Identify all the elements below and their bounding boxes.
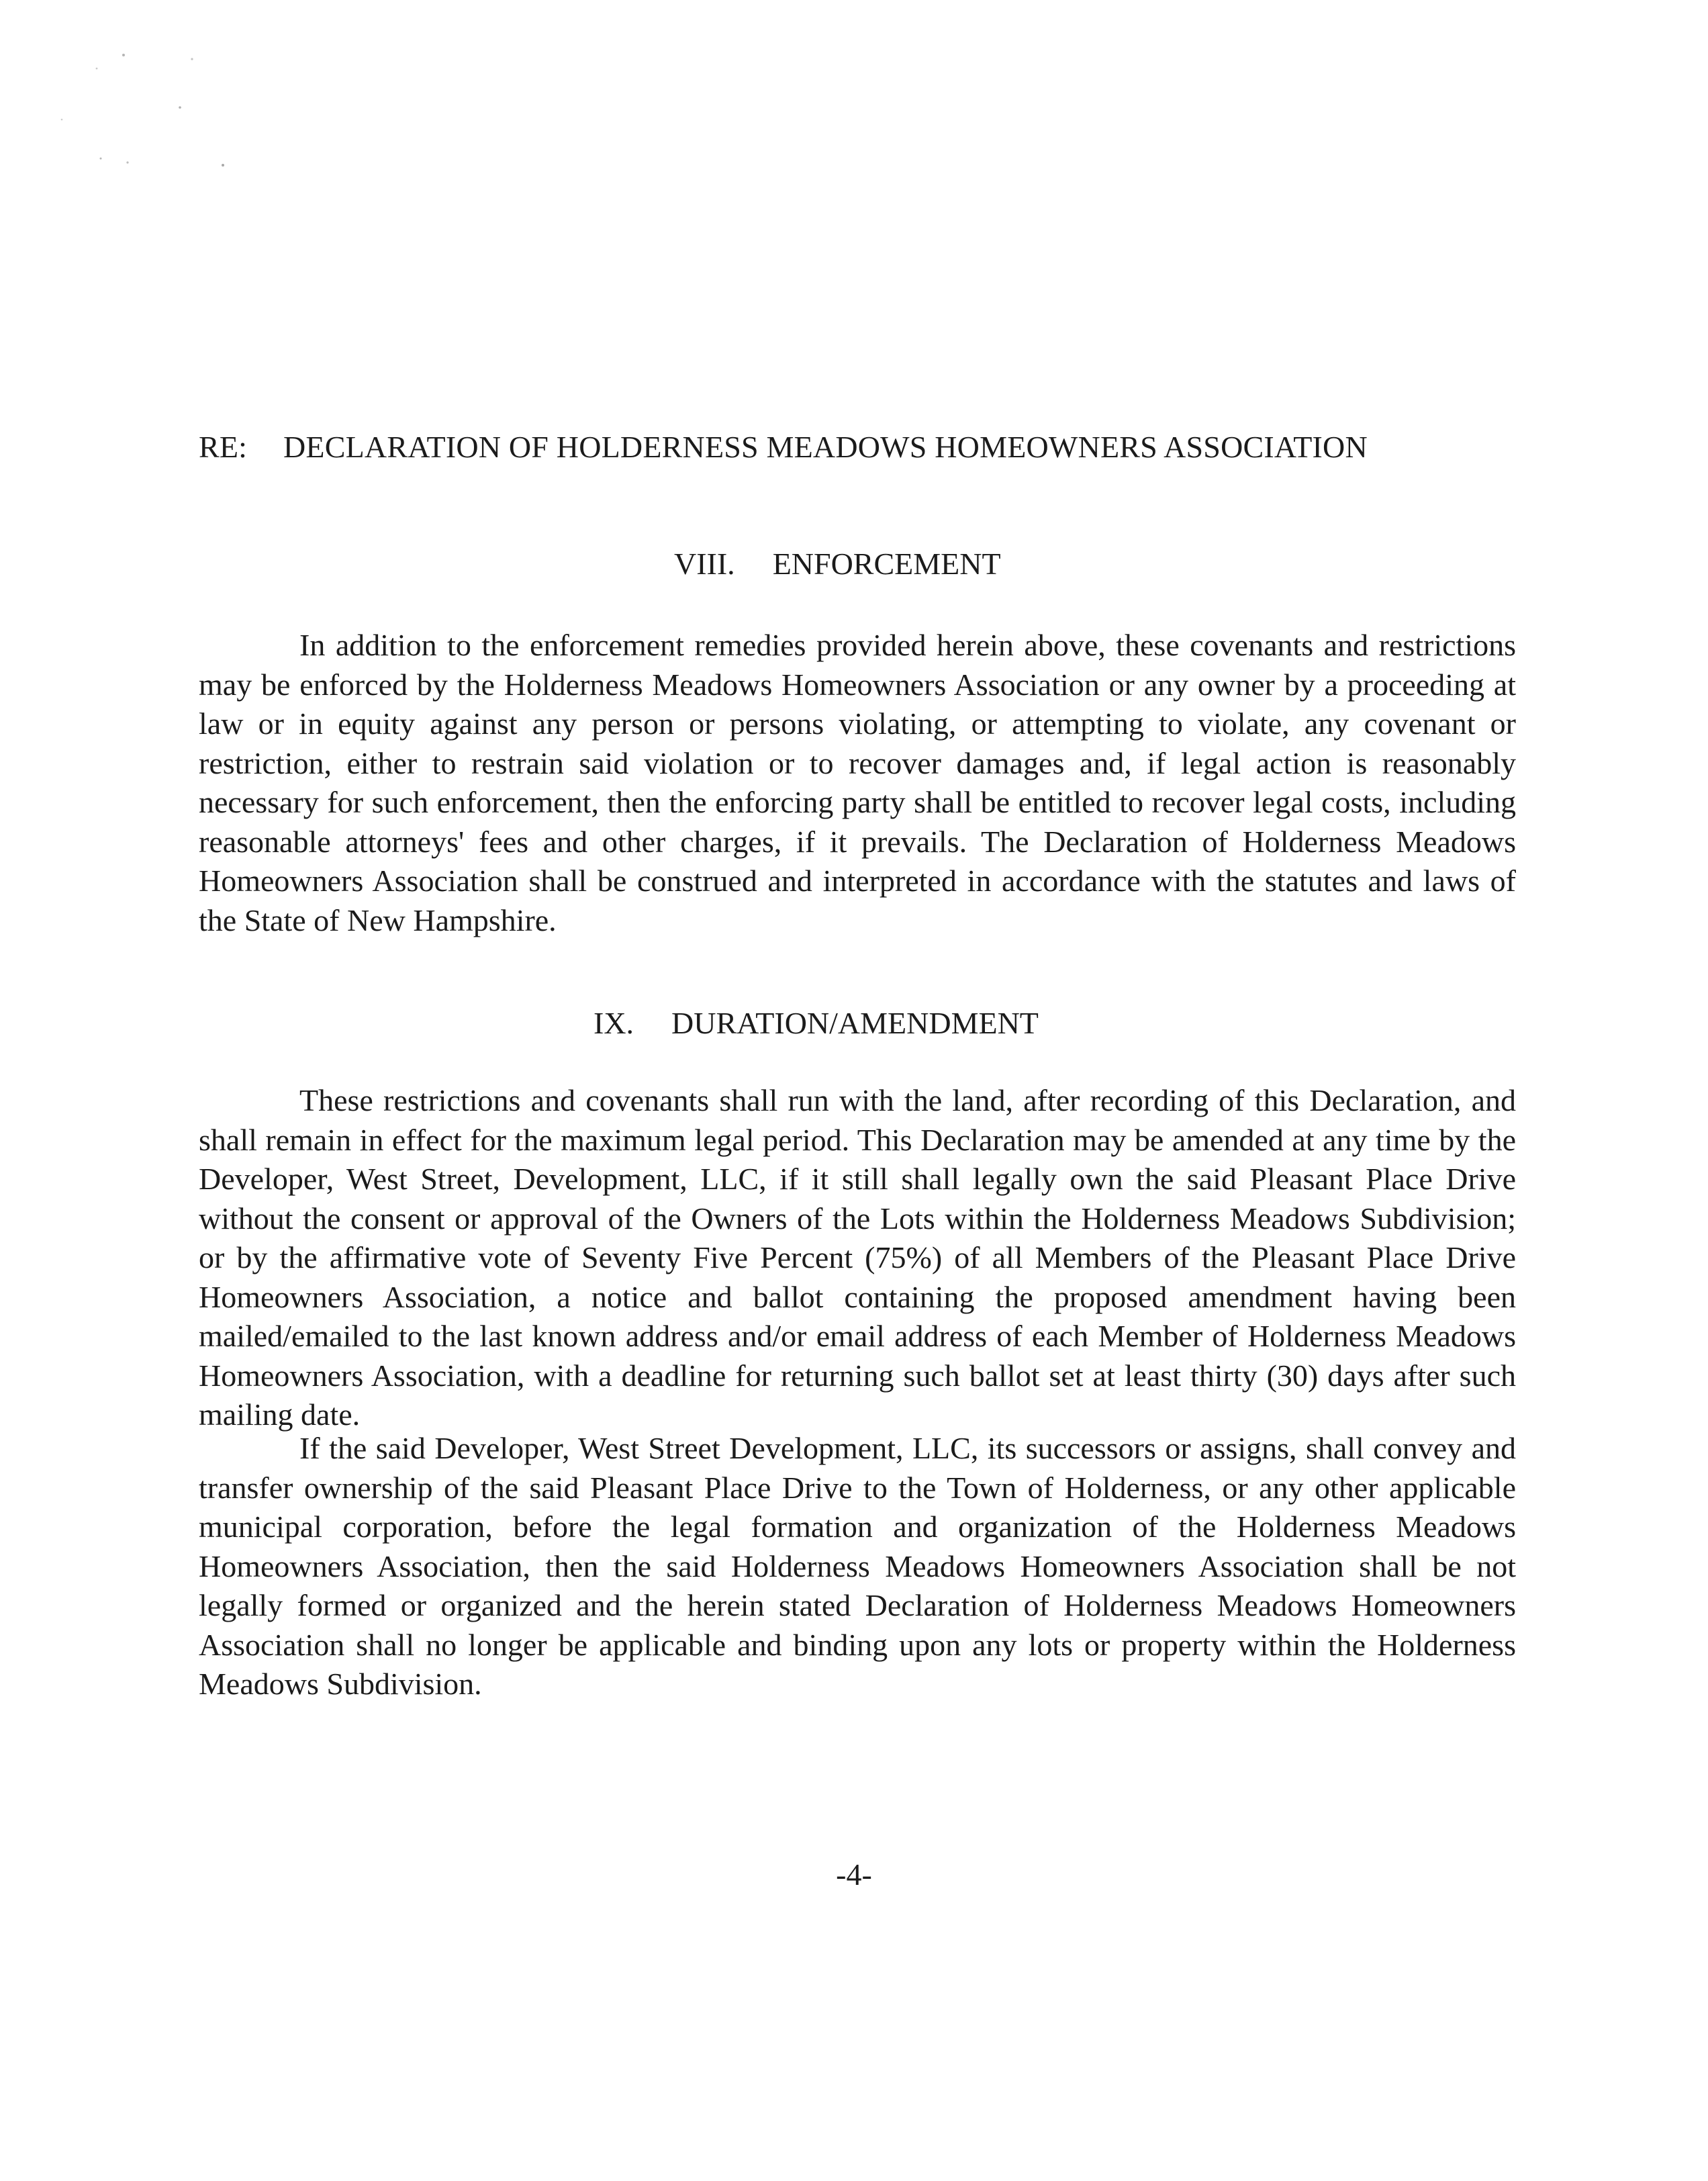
speck bbox=[122, 54, 125, 56]
re-title: DECLARATION OF HOLDERNESS MEADOWS HOMEOWNERS ASSOCIATION bbox=[283, 430, 1368, 464]
section-number: VIII. bbox=[674, 547, 735, 581]
section-heading-enforcement bbox=[674, 544, 1001, 584]
enforcement-paragraph: In addition to the enforcement remedies provided herein above, these covenants and restrictions may be enforced by the Holderness Meadows Homeowners Association or any owner by a proceeding at law or in equity against any person or persons violating, or attempting to violate, any covenant or restriction, either to restrain said violation or to recover damages and, if legal action is reasonably necessary for such enforcement, then the enforcing party shall be entitled to recover legal costs, including reasonable attorneys' fees and other charges, if it prevails. The Declaration of Holderness Meadows Homeowners Association shall be construed and interpreted in accordance with the statutes and laws of the State of New Hampshire. bbox=[199, 628, 1516, 937]
speck bbox=[222, 164, 224, 167]
speck bbox=[126, 161, 128, 163]
section-number: IX. bbox=[594, 1006, 634, 1040]
re-line bbox=[199, 427, 1515, 467]
page-number: -4- bbox=[836, 1857, 872, 1892]
duration-paragraph-2: If the said Developer, West Street Development, LLC, its successors or assigns, shall convey and transfer ownership of the said Pleasant Place Drive to the Town of Holderness, or any other applicable municipal corporation, before the legal formation and organization of the Holderness Meadows Homeowners Association, then the said Holderness Meadows Homeowners Association shall be not legally formed or organized and the herein stated Declaration of Holderness Meadows Homeowners Association shall no longer be applicable and binding upon any lots or property within the Holderness Meadows Subdivision. bbox=[199, 1431, 1516, 1701]
speck bbox=[179, 106, 181, 109]
speck bbox=[61, 119, 63, 121]
section-heading-duration-amendment bbox=[594, 1003, 1039, 1043]
speck bbox=[96, 68, 98, 70]
scan-specks bbox=[40, 40, 255, 188]
speck bbox=[100, 158, 102, 160]
speck bbox=[191, 58, 193, 60]
section-title: ENFORCEMENT bbox=[772, 547, 1001, 581]
section-title: DURATION/AMENDMENT bbox=[671, 1006, 1039, 1040]
duration-paragraph-1: These restrictions and covenants shall run with the land, after recording of this Declaration, and shall remain in effect for the maximum legal period. This Declaration may be amended at any time by the Developer, West Street, Development, LLC, if it still shall legally own the said Pleasant Place Drive without the consent or approval of the Owners of the Lots within the Holderness Meadows Subdivision; or by the affirmative vote of Seventy Five Percent (75%) of all Members of the Pleasant Place Drive Homeowners Association, a notice and ballot containing the proposed amendment having been mailed/emailed to the last known address and/or email address of each Member of Holderness Meadows Homeowners Association, with a deadline for returning such ballot set at least thirty (30) days after such mailing date. bbox=[199, 1083, 1516, 1432]
re-label: RE: bbox=[199, 430, 248, 464]
